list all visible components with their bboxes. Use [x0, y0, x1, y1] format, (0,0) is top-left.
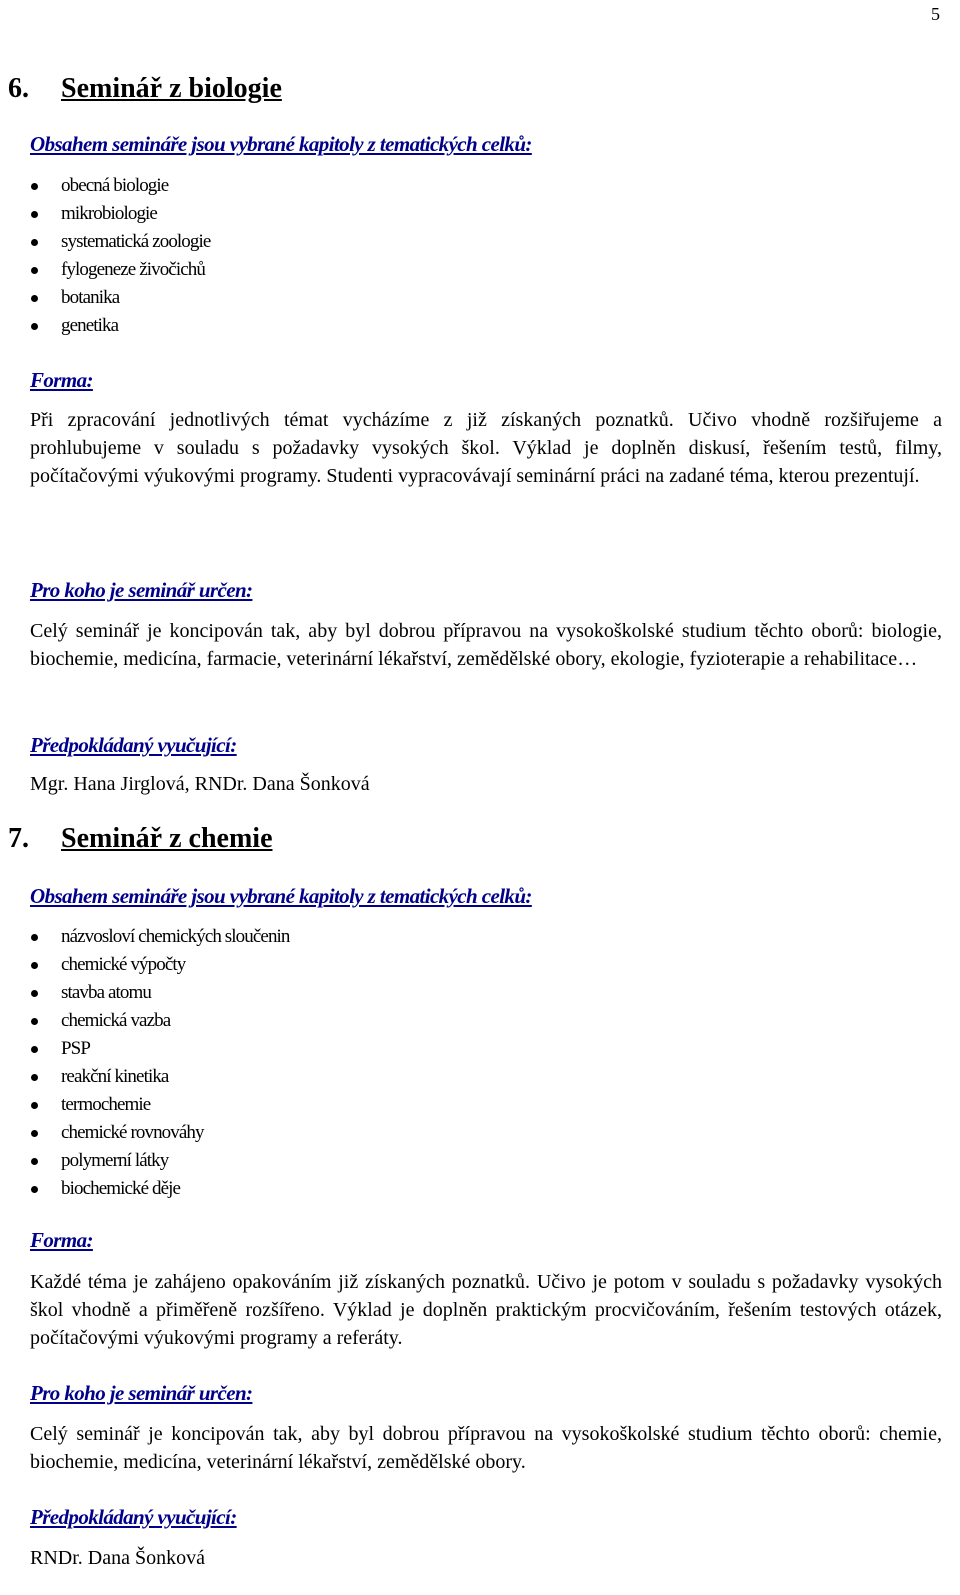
section-heading-chemistry: [8, 823, 273, 855]
audience-heading: Pro koho je seminář určen:: [30, 578, 253, 602]
list-item: chemické rovnováhy: [30, 1119, 290, 1147]
section-number: 6.: [8, 73, 29, 104]
content-heading: Obsahem semináře jsou vybrané kapitoly z tematických celků:: [30, 132, 532, 156]
chemistry-topic-list: [30, 923, 290, 1203]
section-number: 7.: [8, 823, 29, 854]
form-paragraph: Při zpracování jednotlivých témat vycházíme z již získaných poznatků. Učivo vhodně rozšiřujeme a prohlubujeme v souladu s požadavky vysokých škol. Výklad je doplněn diskusí, řešením testů, filmy, počítačovými výukovými programy. Studenti vypracovávají seminární práci na zadané téma, kterou prezentují.: [30, 409, 942, 487]
teacher-heading: Předpokládaný vyučující:: [30, 733, 237, 757]
section-title: Seminář z chemie: [61, 823, 273, 854]
list-item: systematická zoologie: [30, 228, 210, 256]
list-item: chemická vazba: [30, 1007, 290, 1035]
teacher-names: RNDr. Dana Šonková: [30, 1547, 205, 1569]
content-heading: Obsahem semináře jsou vybrané kapitoly z tematických celků:: [30, 884, 532, 908]
teacher-names: Mgr. Hana Jirglová, RNDr. Dana Šonková: [30, 773, 370, 795]
list-item: botanika: [30, 284, 210, 312]
audience-paragraph: Celý seminář je koncipován tak, aby byl dobrou přípravou na vysokoškolské studium těchto oborů: biologie, biochemie, medicína, farmacie, veterinární lékařství, zemědělské obory, ekologie, fyzioterapie a rehabilitace…: [30, 620, 942, 670]
list-item: mikrobiologie: [30, 200, 210, 228]
list-item: stavba atomu: [30, 979, 290, 1007]
form-paragraph: Každé téma je zahájeno opakováním již získaných poznatků. Učivo je potom v souladu s požadavky vysokých škol vhodně a přiměřeně rozšířeno. Výklad je doplněn praktickým procvičováním, řešením testových otázek, počítačovými výukovými programy a referáty.: [30, 1271, 942, 1349]
list-item: názvosloví chemických sloučenin: [30, 923, 290, 951]
form-heading: Forma:: [30, 1228, 93, 1252]
list-item: biochemické děje: [30, 1175, 290, 1203]
list-item: PSP: [30, 1035, 290, 1063]
list-item: fylogeneze živočichů: [30, 256, 210, 284]
biology-topic-list: [30, 172, 210, 340]
teacher-heading: Předpokládaný vyučující:: [30, 1505, 237, 1529]
list-item: termochemie: [30, 1091, 290, 1119]
list-item: chemické výpočty: [30, 951, 290, 979]
list-item: obecná biologie: [30, 172, 210, 200]
audience-paragraph: Celý seminář je koncipován tak, aby byl dobrou přípravou na vysokoškolské studium těchto oborů: chemie, biochemie, medicína, veterinární lékařství, zemědělské obory.: [30, 1423, 942, 1473]
audience-heading: Pro koho je seminář určen:: [30, 1381, 253, 1405]
list-item: genetika: [30, 312, 210, 340]
page-number: 5: [931, 4, 940, 24]
list-item: reakční kinetika: [30, 1063, 290, 1091]
form-heading: Forma:: [30, 368, 93, 392]
section-heading-biology: [8, 73, 282, 105]
section-title: Seminář z biologie: [61, 73, 282, 104]
list-item: polymerní látky: [30, 1147, 290, 1175]
